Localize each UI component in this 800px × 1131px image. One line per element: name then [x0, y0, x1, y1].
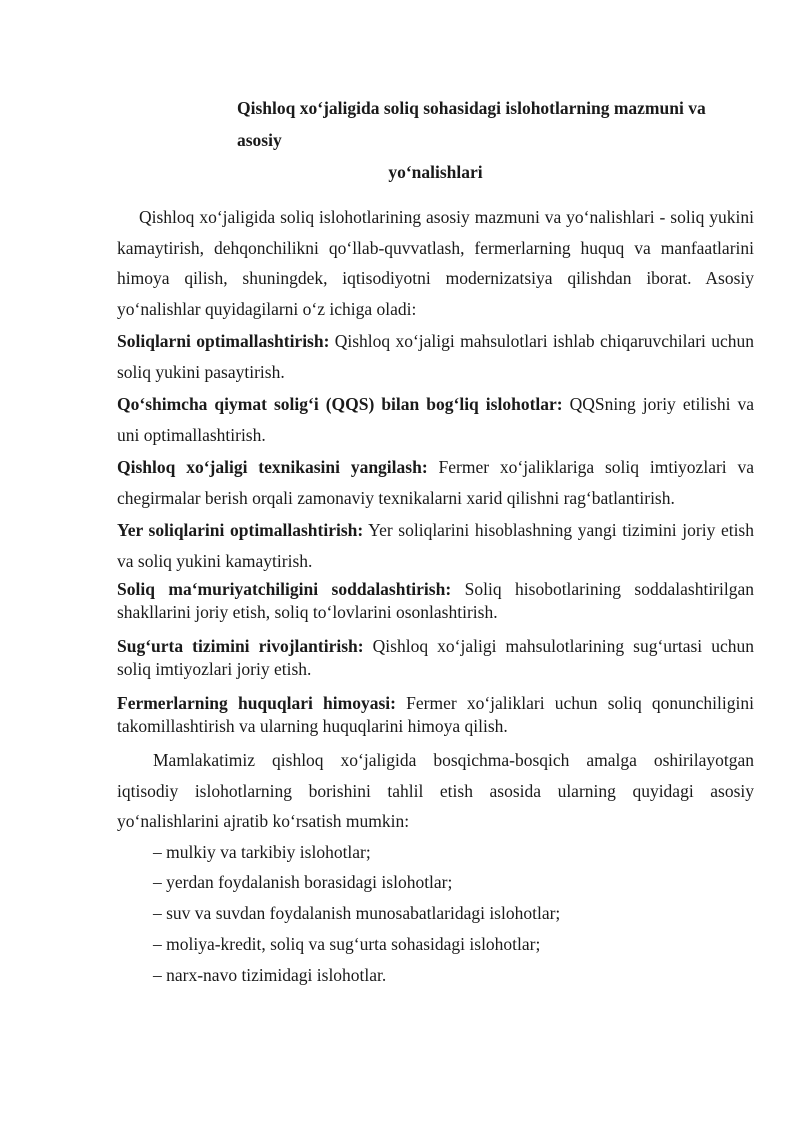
list-item-tax-optimization [117, 326, 754, 387]
list-item: – moliya-kredit, soliq va sug‘urta sohasidagi islohotlar; [153, 933, 541, 954]
list-item: – mulkiy va tarkibiy islohotlar; [153, 841, 371, 862]
item-text: Yer soliqlarini hisoblashning yangi tizimini joriy etish va soliq yukini kamaytirish. [117, 520, 754, 571]
item-term: Qo‘shimcha qiymat solig‘i (QQS) bilan bog‘liq islohotlar: [117, 394, 563, 414]
list-item: – narx-navo tizimidagi islohotlar. [153, 964, 387, 985]
item-text: Qishloq xo‘jaligi mahsulotlarining sug‘urtasi uchun soliq imtiyozlari joriy etish. [117, 636, 754, 679]
list-item-farmers-rights [117, 692, 754, 738]
item-text: Soliq hisobotlarining soddalashtirilgan shakllarini joriy etish, soliq to‘lovlarini osonlashtirish. [117, 579, 754, 622]
second-paragraph: Mamlakatimiz qishloq xo‘jaligida bosqichma-bosqich amalga oshirilayotgan iqtisodiy islohotlarning borishini tahlil etish asosida ularning quyidagi asosiy yo‘nalishlarini ajratib ko‘rsatish mumkin: [117, 750, 754, 831]
item-text: Fermer xo‘jaliklari uchun soliq qonunchiligini takomillashtirish va ularning huquqlarini himoya qilish. [117, 693, 754, 736]
list-item: – yerdan foydalanish borasidagi islohotlar; [153, 872, 453, 893]
item-term: Sug‘urta tizimini rivojlantirish: [117, 636, 364, 656]
list-item-insurance-system [117, 635, 754, 681]
intro-paragraph: Qishloq xo‘jaligida soliq islohotlarining asosiy mazmuni va yo‘nalishlari - soliq yukini kamaytirish, dehqonchilikni qo‘llab-quvvatlash, fermerlarning huquq va manfaatlarini himoya qilish, shuningdek, iqtisodiyotni modernizatsiya qilishdan iborat. Asosiy yo‘nalishlar quyidagilarni o‘z ichiga oladi: [117, 207, 754, 319]
list-item-tax-administration [117, 578, 754, 624]
item-term: Fermerlarning huquqlari himoyasi: [117, 693, 396, 713]
list-item: – suv va suvdan foydalanish munosabatlaridagi islohotlar; [153, 903, 561, 924]
list-item-machinery-renewal [117, 452, 754, 513]
reform-directions-list [117, 837, 754, 991]
item-text: Fermer xo‘jaliklariga soliq imtiyozlari va chegirmalar berish orqali zamonaviy texnikalarni xarid qilishni rag‘batlantirish. [117, 457, 755, 508]
item-term: Qishloq xo‘jaligi texnikasini yangilash: [117, 457, 428, 477]
title-line-2: yo‘nalishlari [388, 162, 483, 182]
page-title [117, 92, 754, 188]
item-term: Soliq ma‘muriyatchiligini soddalashtirish: [117, 579, 452, 599]
item-term: Yer soliqlarini optimallashtirish: [117, 520, 364, 540]
list-item-land-tax [117, 515, 754, 576]
list-item-vat-reforms [117, 389, 754, 450]
item-term: Soliqlarni optimallashtirish: [117, 331, 330, 351]
item-text: Qishloq xo‘jaligi mahsulotlari ishlab chiqaruvchilari uchun soliq yukini pasaytirish. [117, 331, 754, 382]
item-text: QQSning joriy etilishi va uni optimallashtirish. [117, 394, 754, 445]
title-line-1: Qishloq xo‘jaligida soliq sohasidagi islohotlarning mazmuni va asosiy [237, 98, 706, 150]
